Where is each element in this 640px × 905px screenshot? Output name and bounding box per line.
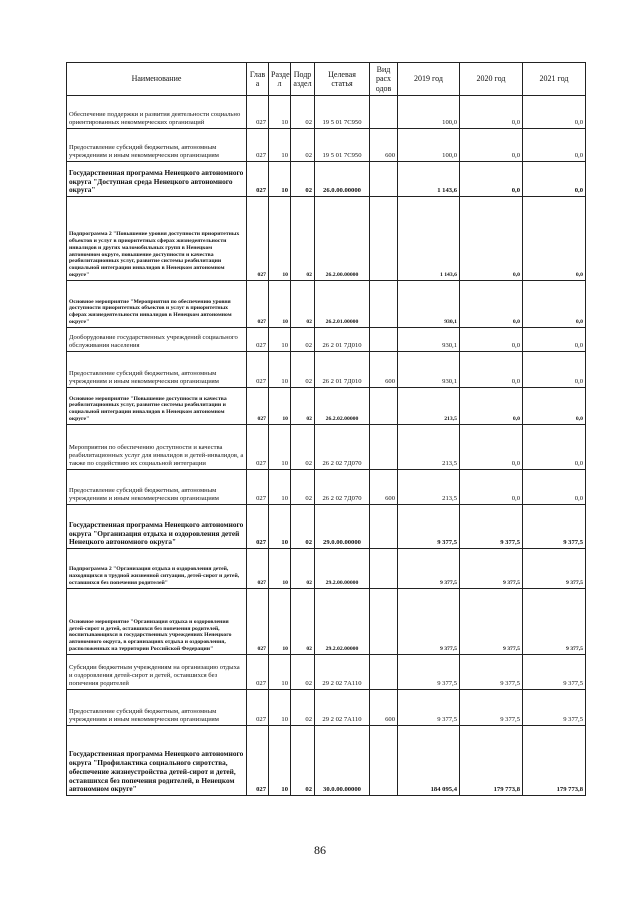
row-name: Основное мероприятие "Мероприятия по обеспечению уровня доступности приоритетных объектов и услуг в приоритетных сферах жизнедеятельности инвалидов в Ненецком автономном округе"	[67, 281, 247, 328]
row-vr: 600	[370, 690, 398, 726]
row-vr	[370, 589, 398, 655]
row-vr	[370, 162, 398, 197]
row-2019: 9 377,5	[398, 690, 460, 726]
row-razdel: 10	[269, 328, 291, 352]
row-name: Государственная программа Ненецкого автономного округа "Профилактика социального сиротства, обеспечение жизнеустройства детей-сирот и детей, оставшихся без попечения родителей, в Ненецком автономном округе"	[67, 726, 247, 796]
row-podrazdel: 02	[291, 328, 315, 352]
table-row	[67, 505, 586, 549]
row-2020: 9 377,5	[460, 549, 523, 589]
header-vr: Вид расх одов	[370, 63, 398, 96]
row-glava: 027	[247, 162, 269, 197]
row-2019: 930,1	[398, 281, 460, 328]
row-2021: 9 377,5	[523, 589, 586, 655]
row-name: Основное мероприятие "Повышение доступности и качества реабилитационных услуг, развитие системы реабилитации и социальной интеграции инвалидов в Ненецком автономном округе"	[67, 388, 247, 425]
row-2019: 213,5	[398, 470, 460, 505]
row-csr: 26.0.00.00000	[315, 162, 370, 197]
table-row	[67, 726, 586, 796]
row-vr	[370, 549, 398, 589]
row-podrazdel: 02	[291, 352, 315, 388]
row-razdel: 10	[269, 352, 291, 388]
row-csr: 26.2.01.00000	[315, 281, 370, 328]
row-glava: 027	[247, 505, 269, 549]
row-name: Государственная программа Ненецкого автономного округа "Доступная среда Ненецкого автономного округа"	[67, 162, 247, 197]
row-csr: 29.2.00.00000	[315, 549, 370, 589]
row-name: Подпрограмма 2 "Организация отдыха и оздоровления детей, находящихся в трудной жизненной ситуации, детей-сирот и детей, оставшихся без попечения родителей"	[67, 549, 247, 589]
row-2020: 0,0	[460, 162, 523, 197]
row-2021: 9 377,5	[523, 690, 586, 726]
row-csr: 26 2 01 7Д010	[315, 352, 370, 388]
row-2021: 0,0	[523, 425, 586, 470]
row-podrazdel: 02	[291, 425, 315, 470]
row-podrazdel: 02	[291, 388, 315, 425]
page-number: 86	[314, 843, 326, 857]
row-razdel: 10	[269, 129, 291, 162]
row-podrazdel: 02	[291, 549, 315, 589]
row-vr	[370, 425, 398, 470]
row-podrazdel: 02	[291, 129, 315, 162]
row-razdel: 10	[269, 549, 291, 589]
row-2020: 179 773,8	[460, 726, 523, 796]
row-razdel: 10	[269, 655, 291, 690]
row-name: Обеспечение поддержки и развития деятельности социально ориентированных некоммерческих организаций	[67, 96, 247, 129]
row-podrazdel: 02	[291, 162, 315, 197]
row-2020: 0,0	[460, 281, 523, 328]
row-vr	[370, 281, 398, 328]
row-csr: 19 5 01 7С950	[315, 96, 370, 129]
row-vr	[370, 388, 398, 425]
header-2021: 2021 год	[523, 63, 586, 96]
row-2021: 9 377,5	[523, 505, 586, 549]
row-csr: 29.2.02.00000	[315, 589, 370, 655]
row-2019: 213,5	[398, 425, 460, 470]
table-row	[67, 549, 586, 589]
row-name: Предоставление субсидий бюджетным, автономным учреждениям и иным некоммерческим организациям	[67, 690, 247, 726]
table-header	[67, 63, 586, 96]
row-vr	[370, 726, 398, 796]
row-podrazdel: 02	[291, 281, 315, 328]
row-glava: 027	[247, 425, 269, 470]
row-glava: 027	[247, 589, 269, 655]
row-razdel: 10	[269, 505, 291, 549]
table-row	[67, 129, 586, 162]
row-2019: 184 095,4	[398, 726, 460, 796]
row-2020: 0,0	[460, 352, 523, 388]
row-csr: 26 2 02 7Д070	[315, 425, 370, 470]
row-2019: 9 377,5	[398, 655, 460, 690]
row-podrazdel: 02	[291, 589, 315, 655]
header-razdel: Разде л	[269, 63, 291, 96]
row-2019: 100,0	[398, 129, 460, 162]
table-row	[67, 281, 586, 328]
row-2020: 9 377,5	[460, 655, 523, 690]
row-glava: 027	[247, 388, 269, 425]
row-2019: 1 143,6	[398, 162, 460, 197]
header-csr: Целевая статья	[315, 63, 370, 96]
row-csr: 26.2.02.00000	[315, 388, 370, 425]
row-razdel: 10	[269, 425, 291, 470]
row-2020: 0,0	[460, 388, 523, 425]
row-csr: 26 2 02 7Д070	[315, 470, 370, 505]
row-csr: 29 2 02 7А110	[315, 655, 370, 690]
budget-table	[66, 62, 586, 796]
table-row	[67, 425, 586, 470]
row-name: Основное мероприятие "Организация отдыха и оздоровления детей-сирот и детей, оставшихся без попечения родителей, воспитывающихся в государственных учреждениях Ненецкого автономного округа, в организациях отдыха и оздоровления, расположенных на территории Российской Федерации"	[67, 589, 247, 655]
row-glava: 027	[247, 96, 269, 129]
header-2020: 2020 год	[460, 63, 523, 96]
row-csr: 29 2 02 7А110	[315, 690, 370, 726]
row-vr: 600	[370, 352, 398, 388]
row-vr	[370, 655, 398, 690]
row-name: Предоставление субсидий бюджетным, автономным учреждениям и иным некоммерческим организациям	[67, 129, 247, 162]
row-2021: 0,0	[523, 470, 586, 505]
row-2019: 930,1	[398, 352, 460, 388]
row-2021: 0,0	[523, 352, 586, 388]
row-2020: 9 377,5	[460, 505, 523, 549]
row-vr: 600	[370, 129, 398, 162]
table-row	[67, 162, 586, 197]
row-podrazdel: 02	[291, 505, 315, 549]
row-name: Государственная программа Ненецкого автономного округа "Организация отдыха и оздоровления детей Ненецкого автономного округа"	[67, 505, 247, 549]
row-glava: 027	[247, 690, 269, 726]
row-2019: 9 377,5	[398, 589, 460, 655]
row-podrazdel: 02	[291, 655, 315, 690]
row-razdel: 10	[269, 690, 291, 726]
row-csr: 30.0.00.00000	[315, 726, 370, 796]
table-row	[67, 655, 586, 690]
header-2019: 2019 год	[398, 63, 460, 96]
row-2021: 0,0	[523, 328, 586, 352]
row-2020: 0,0	[460, 328, 523, 352]
row-name: Мероприятия по обеспечению доступности и качества реабилитационных услуг для инвалидов и детей-инвалидов, а также по содействию их социальной интеграции	[67, 425, 247, 470]
row-2021: 0,0	[523, 197, 586, 281]
row-razdel: 10	[269, 726, 291, 796]
row-razdel: 10	[269, 281, 291, 328]
row-glava: 027	[247, 281, 269, 328]
row-2021: 0,0	[523, 129, 586, 162]
row-2019: 213,5	[398, 388, 460, 425]
table-row	[67, 328, 586, 352]
row-2021: 9 377,5	[523, 549, 586, 589]
table-row	[67, 690, 586, 726]
row-2020: 0,0	[460, 129, 523, 162]
row-glava: 027	[247, 726, 269, 796]
row-2019: 9 377,5	[398, 505, 460, 549]
row-glava: 027	[247, 655, 269, 690]
row-2020: 0,0	[460, 96, 523, 129]
row-razdel: 10	[269, 162, 291, 197]
row-glava: 027	[247, 549, 269, 589]
row-razdel: 10	[269, 197, 291, 281]
table-row	[67, 197, 586, 281]
row-2020: 0,0	[460, 470, 523, 505]
row-glava: 027	[247, 352, 269, 388]
table-row	[67, 589, 586, 655]
row-2020: 9 377,5	[460, 690, 523, 726]
row-2019: 9 377,5	[398, 549, 460, 589]
header-glava: Глав а	[247, 63, 269, 96]
table-row	[67, 470, 586, 505]
row-2021: 0,0	[523, 281, 586, 328]
row-csr: 29.0.00.00000	[315, 505, 370, 549]
row-podrazdel: 02	[291, 726, 315, 796]
row-glava: 027	[247, 470, 269, 505]
row-csr: 19 5 01 7С950	[315, 129, 370, 162]
row-2019: 1 143,6	[398, 197, 460, 281]
row-vr	[370, 96, 398, 129]
table-row	[67, 352, 586, 388]
header-name: Наименование	[67, 63, 247, 96]
row-razdel: 10	[269, 388, 291, 425]
row-2019: 100,0	[398, 96, 460, 129]
row-glava: 027	[247, 328, 269, 352]
row-name: Предоставление субсидий бюджетным, автономным учреждениям и иным некоммерческим организациям	[67, 470, 247, 505]
row-name: Субсидии бюджетным учреждениям на организацию отдыха и оздоровления детей-сирот и детей, оставшихся без попечения родителей	[67, 655, 247, 690]
row-vr: 600	[370, 470, 398, 505]
row-2019: 930,1	[398, 328, 460, 352]
row-podrazdel: 02	[291, 96, 315, 129]
row-2020: 0,0	[460, 425, 523, 470]
table-row	[67, 388, 586, 425]
row-vr	[370, 197, 398, 281]
row-name: Предоставление субсидий бюджетным, автономным учреждениям и иным некоммерческим организациям	[67, 352, 247, 388]
row-vr	[370, 505, 398, 549]
row-name: Подпрограмма 2 "Повышение уровня доступности приоритетных объектов и услуг в приоритетных сферах жизнедеятельности инвалидов и других маломобильных групп в Ненецком автономном округе, повышение доступности и качества реабилитационных услуг, развитие системы реабилитации социальной интеграции инвалидов в Ненецком автономном округе"	[67, 197, 247, 281]
row-2021: 179 773,8	[523, 726, 586, 796]
row-2021: 9 377,5	[523, 655, 586, 690]
row-2020: 0,0	[460, 197, 523, 281]
row-2021: 0,0	[523, 388, 586, 425]
row-razdel: 10	[269, 470, 291, 505]
row-vr	[370, 328, 398, 352]
header-podrazdel: Подр аздел	[291, 63, 315, 96]
row-name: Дооборудование государственных учреждений социального обслуживания населения	[67, 328, 247, 352]
table-row	[67, 96, 586, 129]
row-2021: 0,0	[523, 96, 586, 129]
row-razdel: 10	[269, 96, 291, 129]
row-csr: 26.2.00.00000	[315, 197, 370, 281]
row-2020: 9 377,5	[460, 589, 523, 655]
row-glava: 027	[247, 197, 269, 281]
row-podrazdel: 02	[291, 197, 315, 281]
row-glava: 027	[247, 129, 269, 162]
row-csr: 26 2 01 7Д010	[315, 328, 370, 352]
row-podrazdel: 02	[291, 690, 315, 726]
row-podrazdel: 02	[291, 470, 315, 505]
row-razdel: 10	[269, 589, 291, 655]
row-2021: 0,0	[523, 162, 586, 197]
